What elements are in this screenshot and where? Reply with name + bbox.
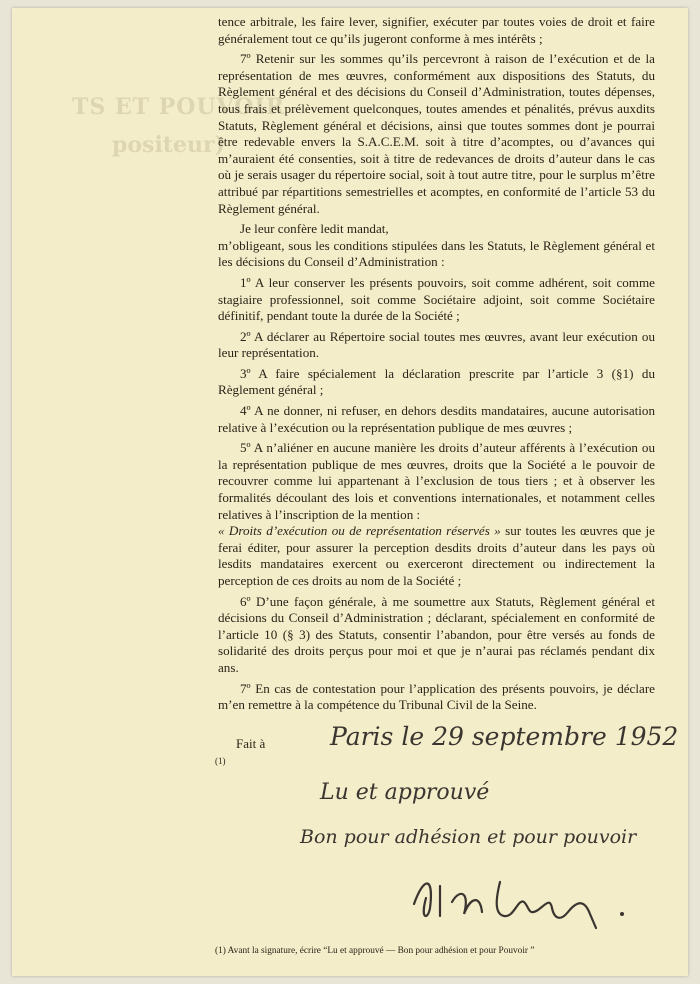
paragraph-7-retenir: 7º Retenir sur les sommes qu’ils percevront à raison de l’exécution et de la représentation de mes œuvres, conformément aux dispositions des Statuts, du Règlement général et des décisions du Conseil d’Administration, toutes dépenses, tous frais et prélèvement quelconques, toutes amendes et pénalités, prévus auxdits Statuts, Règlement général et décisions, ainsi que toutes sommes dont je pourrai être redevable envers la S.A.C.E.M. soit à titre d’acomptes, ou d’avances qui m’auraient été consenties, soit à titre de redevances de droits d’auteur dans le cas où je serais usager du répertoire social, soit à tout autre titre, pour le surplus m’être attribué par répartitions semestrielles et acomptes, en conformité de l’article 53 du Règlement général. xyxy=(218,51,655,216)
footnote: (1) Avant la signature, écrire “Lu et approuvé — Bon pour adhésion et pour Pouvoir ” xyxy=(215,946,535,956)
paragraph-3: 3º A faire spécialement la déclaration prescrite par l’article 3 (§1) du Règlement général ; xyxy=(218,365,655,398)
paragraph-6: 6º D’une façon générale, à me soumettre aux Statuts, Règlement général et décisions du Conseil d’Administration ; déclarant, spécialement en conformité de l’article 10 (§ 3) des Statuts, consentir l’abandon, pour être versés au fonds de solidarité des droits perçus pour moi et que je n’aurai pas réclamés pendant dix ans. xyxy=(218,593,655,675)
footnote-mark: (1) xyxy=(215,756,226,766)
paragraph-5-tail: sur toutes les œuvres que je ferai éditer, pour assurer la perception desdits droits d’auteur dans les pays où lesdits mandataires exercent ou exerceront directement ou indirectement la perception de ces droits au nom de la Société ; xyxy=(218,523,655,588)
paragraph-7-contestation: 7º En cas de contestation pour l’application des présents pouvoirs, je déclare m’en remettre à la compétence du Tribunal Civil de la Seine. xyxy=(218,680,655,713)
ghost-subheading: positeur) xyxy=(112,132,225,158)
handwritten-bon-pour: Bon pour adhésion et pour pouvoir xyxy=(300,826,637,848)
handwritten-place-date: Paris le 29 septembre 1952 xyxy=(330,722,679,751)
paragraph-mandat: Je leur confère ledit mandat, xyxy=(240,221,389,237)
ghost-heading: TS ET POUVOIR xyxy=(72,94,286,120)
fait-a-label: Fait à xyxy=(236,736,266,751)
paragraph-5-continued xyxy=(218,523,655,589)
signature-scribble xyxy=(400,868,630,934)
document-body xyxy=(218,14,655,714)
mention-italic: « Droits d’exécution ou de représentation réservés » xyxy=(218,523,501,539)
paragraph-1: 1º A leur conserver les présents pouvoirs, soit comme adhérent, soit comme stagiaire professionnel, soit comme Sociétaire adjoint, soit comme Sociétaire définitif, pendant toute la durée de la Société ; xyxy=(218,274,655,324)
handwritten-lu-approuve: Lu et approuvé xyxy=(320,780,490,805)
paragraph-4: 4º A ne donner, ni refuser, en dehors desdits mandataires, aucune autorisation relative à l’exécution ou la représentation publique de mes œuvres ; xyxy=(218,403,655,435)
paragraph-continuation: tence arbitrale, les faire lever, signifier, exécuter par toutes voies de droit et faire généralement tout ce qu’ils jugeront conforme à mes intérêts ; xyxy=(218,14,655,46)
paragraph-5: 5º A n’aliéner en aucune manière les droits d’auteur afférents à l’exécution ou la représentation publique de mes œuvres, droits que la Société a le pouvoir de recouvrer comme lui appartenant à l’exclusion de tous tiers ; et à observer les formalités découlant des lois et conventions internationales, et notamment celles relatives à l’inscription de la mention : xyxy=(218,440,655,522)
paragraph-2: 2º A déclarer au Répertoire social toutes mes œuvres, avant leur exécution ou leur représentation. xyxy=(218,328,655,361)
paragraph-obligeant: m’obligeant, sous les conditions stipulées dans les Statuts, le Règlement général et les décisions du Conseil d’Administration : xyxy=(218,237,655,270)
